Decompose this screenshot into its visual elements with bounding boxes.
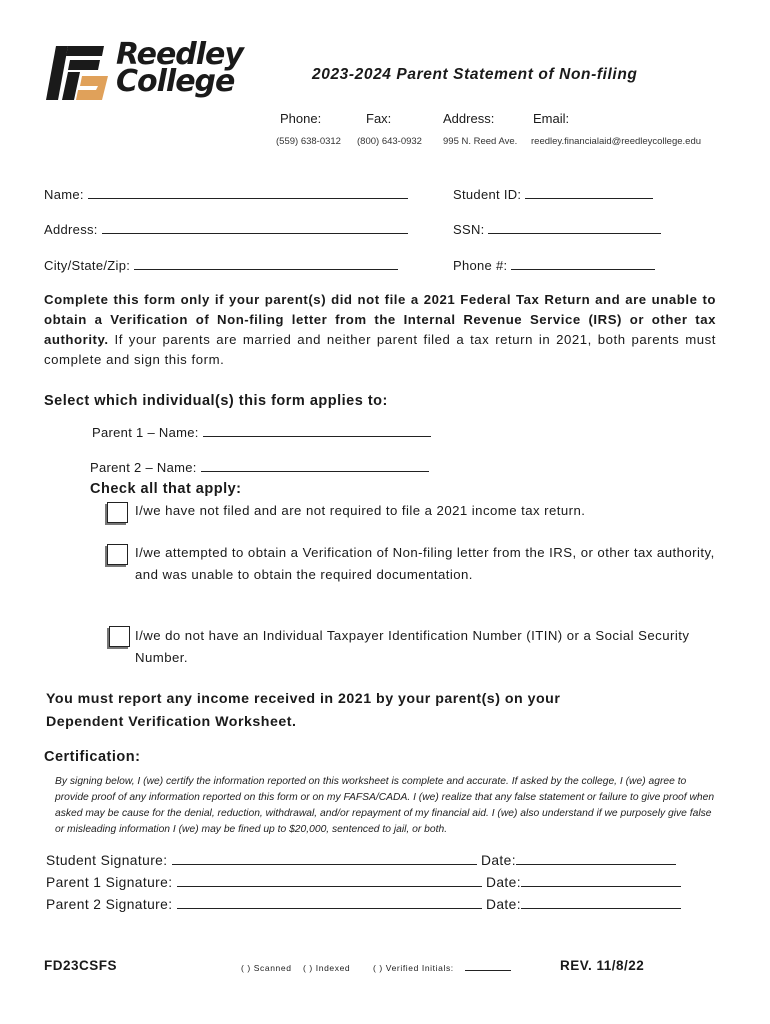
option1-checkbox[interactable] <box>107 502 128 523</box>
indexed-check[interactable]: ( ) Indexed <box>303 963 351 973</box>
parent1-date-label: Date: <box>485 875 521 890</box>
parent2-signature-field <box>46 897 681 912</box>
parent2-line[interactable] <box>201 470 429 472</box>
must-report-notice: You must report any income received in 2021 by your parent(s) on your Dependent Verification Worksheet. <box>46 691 561 730</box>
form-title: 2023-2024 Parent Statement of Non-filing <box>312 66 638 83</box>
student-date-line[interactable] <box>516 863 676 865</box>
certification-heading: Certification: <box>44 749 141 765</box>
student-id-label: Student ID: <box>453 187 522 202</box>
student-id-field <box>453 187 653 202</box>
form-code: FD23CSFS <box>44 958 118 973</box>
student-signature-label: Student Signature: <box>46 853 168 868</box>
intro-bold: Complete this form only if your parent(s) did not file a 2021 Federal Tax Return and are unable to obtain a Verification of Non-filing letter from the Internal Revenue Service (IRS) or other tax authority. <box>44 292 716 347</box>
address-field <box>44 222 408 237</box>
parent1-signature-field <box>46 875 681 890</box>
student-signature-line[interactable] <box>172 863 477 865</box>
ssn-field <box>453 222 661 237</box>
email-label: Email: <box>533 111 570 126</box>
city-field <box>44 258 398 273</box>
name-label: Name: <box>44 187 84 202</box>
parent2-signature-line[interactable] <box>177 907 482 909</box>
student-signature-field <box>46 853 676 868</box>
parent1-signature-line[interactable] <box>177 885 482 887</box>
initials-line[interactable] <box>465 969 511 971</box>
option2-text: I/we attempted to obtain a Verification of Non-filing letter from the IRS, or other tax authority, and was unable to obtain the required documentation. <box>135 545 715 582</box>
parent2-date-label: Date: <box>485 897 521 912</box>
verified-initials <box>373 963 511 973</box>
parent2-field <box>90 460 429 475</box>
phone-label: Phone: <box>280 111 322 126</box>
intro-paragraph <box>44 290 716 370</box>
parent2-signature-label: Parent 2 Signature: <box>46 897 173 912</box>
student-phone-label: Phone #: <box>453 258 508 273</box>
parent1-field <box>92 425 431 440</box>
parent2-date-line[interactable] <box>521 907 681 909</box>
ssn-label: SSN: <box>453 222 485 237</box>
fax-label: Fax: <box>366 111 392 126</box>
check-heading: Check all that apply: <box>90 481 242 497</box>
option1-text: I/we have not filed and are not required to file a 2021 income tax return. <box>135 503 586 518</box>
parent1-date-line[interactable] <box>521 885 681 887</box>
revision-date: REV. 11/8/22 <box>560 958 645 973</box>
fax-value: (800) 643-0932 <box>357 136 422 147</box>
student-id-line[interactable] <box>525 197 653 199</box>
name-field <box>44 187 408 202</box>
parent1-label: Parent 1 – Name: <box>92 425 199 440</box>
email-value: reedley.financialaid@reedleycollege.edu <box>531 136 702 147</box>
option2-checkbox[interactable] <box>107 544 128 565</box>
name-line[interactable] <box>88 197 408 199</box>
intro-normal: If your parents are married and neither parent filed a tax return in 2021, both parents must complete and sign this form. <box>44 332 716 367</box>
parent1-signature-label: Parent 1 Signature: <box>46 875 173 890</box>
college-logo-mark <box>44 44 114 102</box>
applies-heading: Select which individual(s) this form applies to: <box>44 393 388 409</box>
student-address-label: Address: <box>44 222 98 237</box>
student-date-label: Date: <box>480 853 516 868</box>
address-line[interactable] <box>102 232 408 234</box>
scanned-check[interactable]: ( ) Scanned <box>241 963 292 973</box>
parent2-label: Parent 2 – Name: <box>90 460 197 475</box>
ssn-line[interactable] <box>488 232 661 234</box>
logo-line-2: College <box>116 64 235 99</box>
option3-checkbox[interactable] <box>109 626 130 647</box>
certification-text: By signing below, I (we) certify the information reported on this worksheet is complete and accurate. If asked by the college, I (we) agree to provide proof of any information reported on this form or on my FAFSA/CADA. I (we) realize that any false statement or failure to give proof when asked may be cause for the denial, reduction, withdrawal, and/or repayment of my financial aid. I (we) also understand if we purposely give false or misleading information I (we) may be fined up to $20,000, sentenced to jail, or both. <box>55 776 715 835</box>
verified-label: ( ) Verified Initials: <box>373 963 454 973</box>
city-line[interactable] <box>134 268 398 270</box>
college-logo-text <box>116 37 243 99</box>
address-label: Address: <box>443 111 495 126</box>
phone-field <box>453 258 655 273</box>
phone-line[interactable] <box>511 268 655 270</box>
parent1-line[interactable] <box>203 435 431 437</box>
city-label: City/State/Zip: <box>44 258 131 273</box>
address-value: 995 N. Reed Ave. <box>443 136 518 147</box>
option3-text: I/we do not have an Individual Taxpayer Identification Number (ITIN) or a Social Security Number. <box>135 628 690 665</box>
logo-line-1: Reedley <box>116 37 243 72</box>
phone-value: (559) 638-0312 <box>276 136 341 147</box>
